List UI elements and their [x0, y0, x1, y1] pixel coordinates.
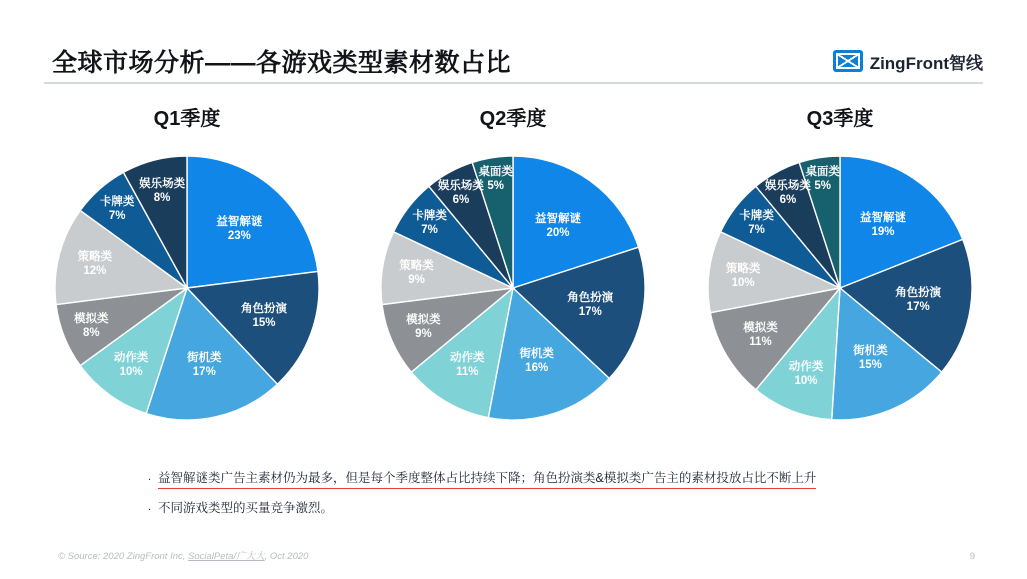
pie-slice-label-value: 8% — [153, 191, 171, 204]
pie-slice-label-name: 娱乐场类 — [764, 180, 811, 193]
brand-logo — [833, 46, 983, 76]
pie-slice-label-value: 10% — [119, 365, 143, 378]
zingfront-envelope-logo-icon — [833, 50, 863, 72]
bullet-text: 不同游戏类型的买量竞争激烈。 — [158, 500, 334, 515]
pie-slice-label-name: 益智解谜 — [216, 215, 263, 228]
chart-block-q3 — [675, 104, 1005, 428]
pie-slice-label-name: 角色扮演 — [241, 302, 287, 315]
pie-slice-label-value: 6% — [452, 194, 470, 207]
pie-slice-label-value: 6% — [779, 194, 797, 207]
pie-slice-label-value: 23% — [227, 229, 251, 242]
pie-slice-label-name: 卡牌类 — [99, 195, 135, 208]
brand-logo-label: ZingFront智线 — [869, 53, 983, 73]
page-number: 9 — [969, 551, 975, 562]
pie-slice-label-name: 策略类 — [725, 262, 761, 275]
pie-slice-label-value: 15% — [252, 316, 276, 329]
pie-slice-label-value: 19% — [871, 225, 895, 238]
pie-slice-label-name: 街机类 — [519, 347, 554, 360]
footnote-suffix: , Oct 2020 — [264, 551, 309, 562]
pie-slice-label-value: 10% — [794, 374, 818, 387]
chart-title: Q3季度 — [806, 108, 874, 130]
bullet-item — [148, 470, 948, 489]
pie-slice-label-name: 卡牌类 — [412, 210, 447, 223]
pie-slice-label-value: 17% — [192, 366, 216, 379]
pie-chart-q2 — [373, 148, 653, 428]
pie-slice-label-value: 9% — [408, 273, 425, 286]
pie-slice-label-name: 角色扮演 — [567, 292, 614, 305]
pie-slice-label-value: 11% — [749, 336, 772, 348]
pie-slice-label-value: 12% — [83, 265, 107, 278]
pie-slices — [47, 148, 327, 428]
pie-slice-label-value: 9% — [415, 327, 432, 340]
pie-slice-label-name: 动作类 — [113, 351, 149, 364]
pie-slice-label-name: 动作类 — [450, 352, 485, 365]
pie-slice-label-value: 8% — [82, 326, 100, 339]
bullet-item — [148, 500, 948, 517]
pie-slice-label-name: 桌面类 — [478, 165, 513, 178]
pie-slice-label-name: 娱乐场类 — [437, 180, 484, 193]
pie-slice-label-value: 15% — [858, 359, 882, 372]
pie-slice-label-value: 7% — [421, 224, 438, 237]
pie-slice-label-name: 益智解谜 — [860, 211, 906, 224]
pie-slice-label-name: 街机类 — [853, 345, 888, 358]
pie-slice-label-name: 桌面类 — [805, 165, 840, 178]
pie-slice-label-value: 17% — [906, 301, 930, 314]
pie-slice-label-value: 20% — [546, 227, 570, 240]
chart-block-q2 — [348, 104, 678, 428]
pie-slice-label-value: 7% — [748, 224, 765, 237]
chart-title: Q1季度 — [153, 108, 221, 130]
pie-slice-label-value: 10% — [731, 276, 755, 289]
pie-slice-label-name: 卡牌类 — [739, 210, 774, 223]
pie-slice-label-name: 策略类 — [77, 251, 113, 264]
bullet-text: 益智解谜类广告主素材仍为最多，但是每个季度整体占比持续下降；角色扮演类&模拟类广告主的素材投放占比不断上升 — [158, 470, 816, 489]
bullet-list — [148, 470, 948, 528]
chart-block-q1 — [22, 104, 352, 428]
footnote-source-link[interactable]: SocialPeta/广大大 — [188, 551, 265, 562]
bullet-marker-icon: . — [148, 471, 152, 483]
pie-slice-label-value: 7% — [108, 209, 126, 222]
pie-slice-label-name: 动作类 — [788, 360, 824, 373]
pie-slice[interactable] — [187, 156, 318, 288]
pie-chart-q1 — [47, 148, 327, 428]
pie-slices — [700, 148, 980, 428]
pie-slice-label-name: 模拟类 — [406, 313, 441, 326]
pie-chart-q3 — [700, 148, 980, 428]
pie-slice-label-name: 娱乐场类 — [139, 177, 186, 190]
pie-slice-label-name: 街机类 — [187, 352, 222, 365]
pie-slices — [373, 148, 653, 428]
pie-slice-label-name: 模拟类 — [74, 312, 109, 325]
source-footnote — [58, 548, 308, 562]
title-divider — [44, 82, 983, 84]
bullet-marker-icon: . — [148, 500, 152, 513]
page-title: 全球市场分析——各游戏类型素材数占比 — [52, 49, 512, 77]
footnote-prefix: © Source: 2020 ZingFront Inc, — [58, 551, 189, 562]
pie-slice-label-name: 模拟类 — [743, 321, 778, 334]
pie-slice-label-value: 5% — [487, 179, 504, 192]
pie-slice-label-value: 5% — [814, 179, 831, 192]
pie-slice-label-name: 益智解谜 — [535, 213, 581, 226]
pie-slice-label-value: 17% — [578, 306, 602, 319]
pie-slice-label-name: 角色扮演 — [895, 287, 942, 300]
pie-slice-label-value: 16% — [525, 361, 549, 374]
pie-slice-label-name: 策略类 — [399, 259, 434, 272]
chart-title: Q2季度 — [479, 108, 547, 130]
pie-slice-label-value: 11% — [456, 366, 479, 379]
